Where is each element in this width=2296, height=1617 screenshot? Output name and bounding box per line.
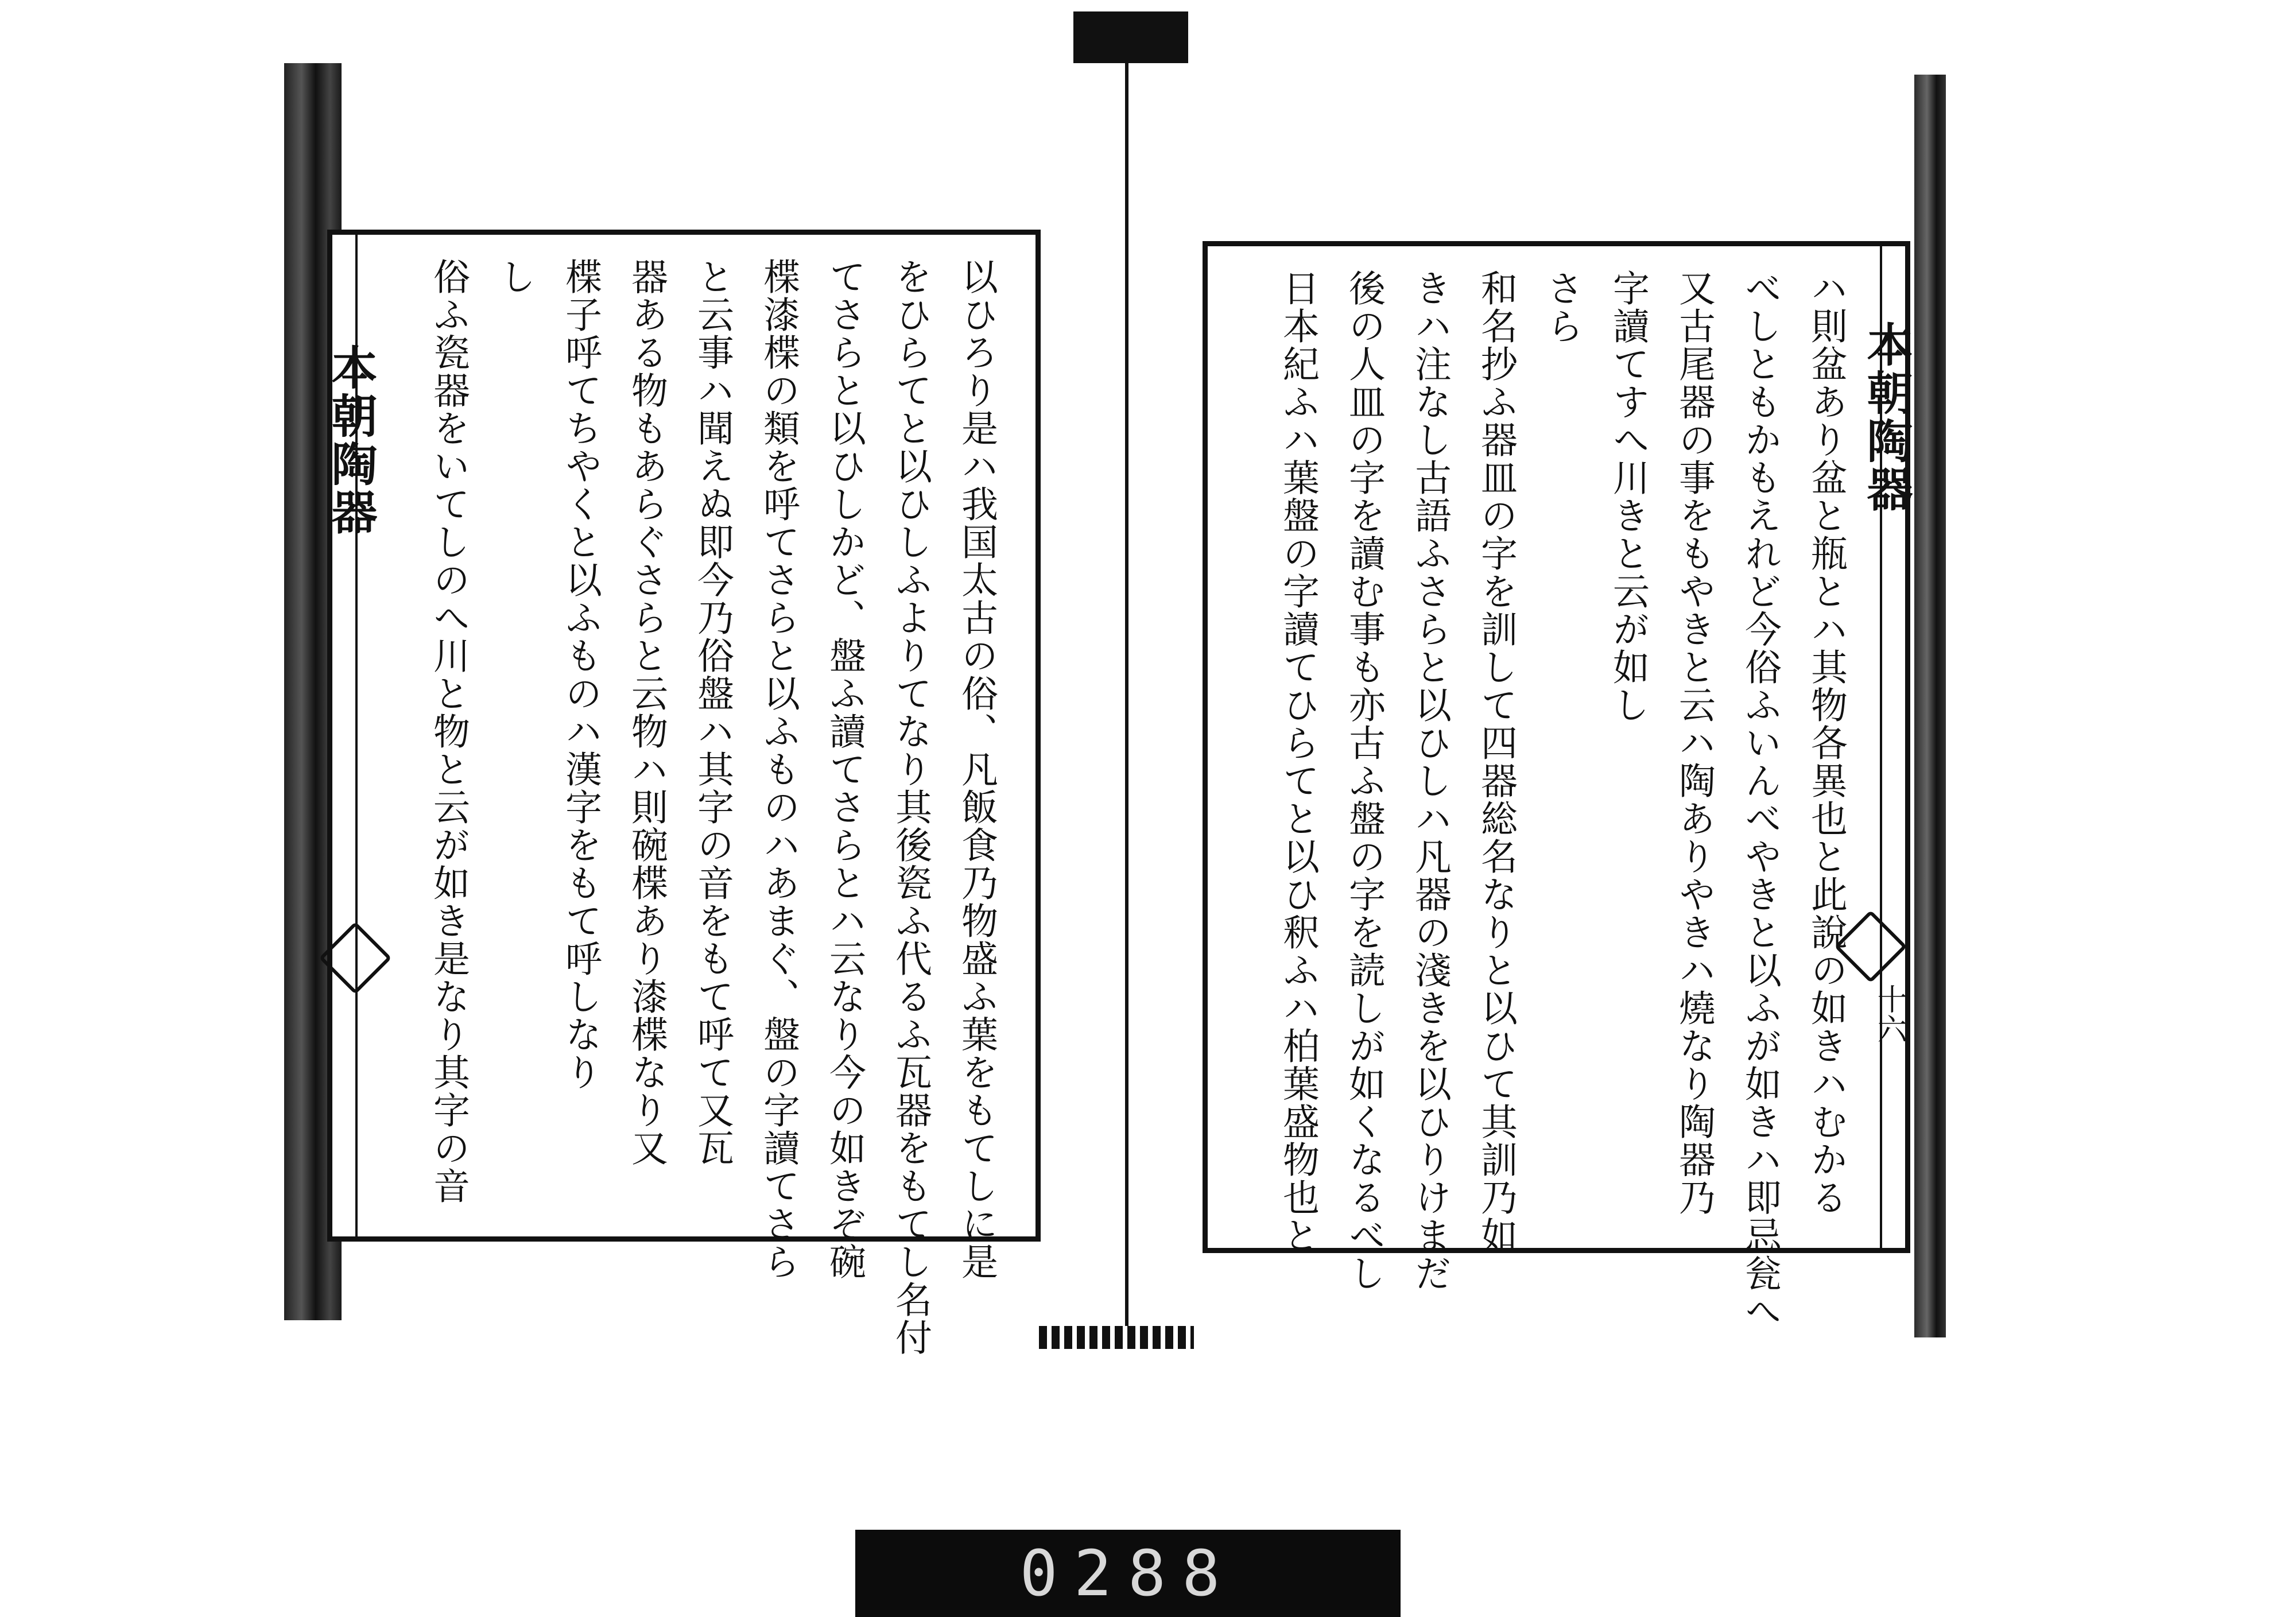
page-number: 十六 bbox=[1872, 984, 1906, 1044]
right-column-2: べしともかもえれど今俗ふいんべやきと以ふが如きハ即忌瓮へ bbox=[1739, 269, 1781, 1330]
left-page-frame bbox=[324, 230, 1041, 1356]
left-column-1: 以ひろり是ハ我国太古の俗、凡飯食乃物盛ふ葉をもてしに是 bbox=[955, 258, 998, 1281]
right-column-6: 和名抄ふ器皿の字を訓して四器総名なりと以ひて其訓乃如 bbox=[1475, 269, 1517, 1254]
archive-stamp-number: 0288 bbox=[1019, 1537, 1236, 1610]
left-column-2: をひらてと以ひしふよりてなり其後瓷ふ代るふ瓦器をもてし名付 bbox=[889, 258, 932, 1356]
archive-stamp bbox=[855, 1530, 1401, 1617]
left-running-header: 本朝陶器 bbox=[324, 344, 378, 537]
left-column-6: 器ある物もあらぐさらと云物ハ則碗楪あり漆楪なり又 bbox=[625, 258, 668, 1167]
right-column-3: 又古尾器の事をもやきと云ハ陶ありやきハ燒なり陶器乃 bbox=[1673, 269, 1715, 1216]
spine-top-mark bbox=[1073, 11, 1188, 63]
right-page-frame bbox=[1203, 241, 1913, 1330]
book-gutter bbox=[1125, 46, 1128, 1332]
right-column-4: 字讀てすへ川きと云が如し bbox=[1607, 269, 1649, 724]
right-column-5: さら bbox=[1541, 269, 1583, 345]
left-column-3: てさらと以ひしかど、盤ふ讀てさらとハ云なり今の如きぞ碗 bbox=[823, 258, 866, 1281]
right-column-8: 後の人皿の字を讀む事も亦古ふ盤の字を読しが如くなるべし bbox=[1343, 269, 1385, 1292]
left-column-9: 俗ふ瓷器をいてしのへ川と物と云が如き是なり其字の音 bbox=[427, 258, 470, 1205]
spine-bottom-mark bbox=[1039, 1326, 1194, 1349]
left-column-4: 楪漆楪の類を呼てさらと以ふものハあまぐ、盤の字讀てさら bbox=[757, 258, 800, 1281]
left-column-8: し bbox=[493, 258, 536, 296]
right-column-1: ハ則盆あり盆と瓶とハ其物各異也と此說の如きハむかる bbox=[1805, 269, 1847, 1216]
right-column-9: 日本紀ふハ葉盤の字讀てひらてと以ひ釈ふハ柏葉盛物也と bbox=[1277, 269, 1319, 1254]
right-column-7: きハ注なし古語ふさらと以ひしハ凡器の淺きを以ひりけまだ bbox=[1409, 269, 1451, 1292]
left-folio-mark bbox=[319, 921, 391, 994]
left-column-5: と云事ハ聞えぬ即今乃俗盤ハ其字の音をもて呼て又瓦 bbox=[691, 258, 734, 1167]
right-running-header: 本朝陶器 bbox=[1859, 321, 1913, 514]
right-page-edge bbox=[1914, 75, 1946, 1337]
left-column-7: 楪子呼てちやくと以ふものハ漢字をもて呼しなり bbox=[559, 258, 602, 1091]
